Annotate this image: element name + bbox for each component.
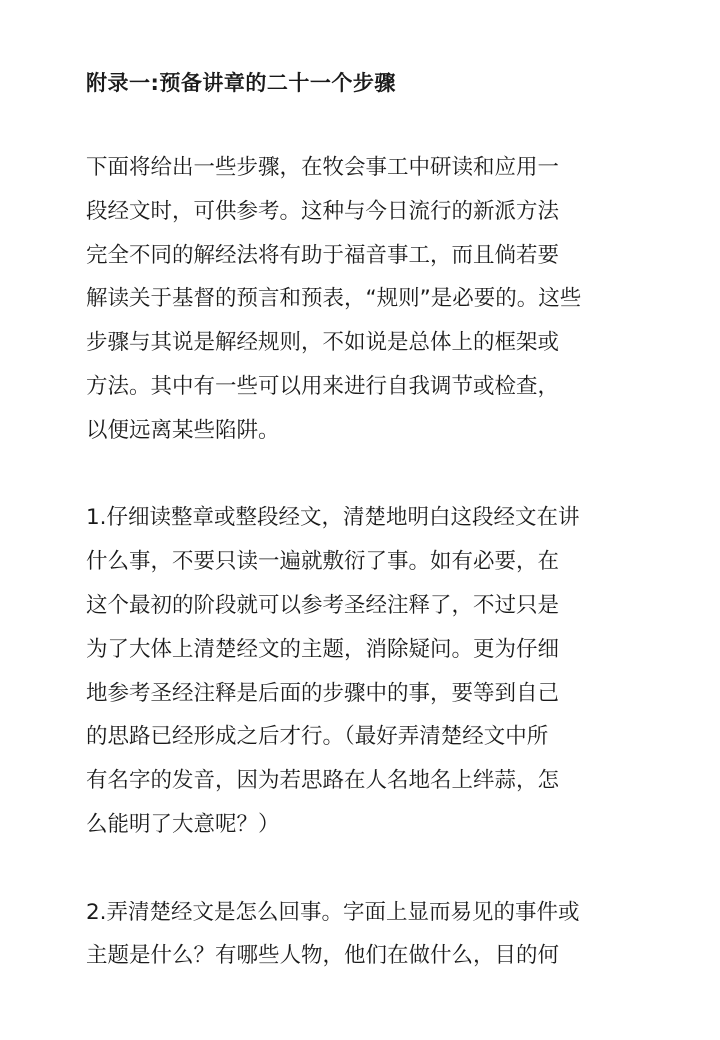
paragraph-line: 2.弄清楚经文是怎么回事。字面上显而易见的事件或 (86, 899, 580, 925)
paragraph-line: 步骤与其说是解经规则，不如说是总体上的框架或 (86, 330, 560, 356)
spacer (86, 102, 646, 146)
paragraph-line: 解读关于基督的预言和预表，“规则”是必要的。这些 (86, 286, 582, 312)
paragraph-line: 段经文时，可供参考。这种与今日流行的新派方法 (86, 198, 560, 224)
document-page (86, 64, 646, 978)
paragraph-line: 有名字的发音，因为若思路在人名地名上绊蒜，怎 (86, 768, 560, 794)
paragraph-line: 以便远离某些陷阱。 (86, 417, 280, 443)
paragraph-line: 么能明了大意呢？） (86, 811, 280, 837)
paragraph-line: 的思路已经形成之后才行。（最好弄清楚经文中所 (86, 724, 549, 750)
step-1-paragraph (86, 496, 646, 846)
paragraph-line: 完全不同的解经法将有助于福音事工，而且倘若要 (86, 242, 560, 268)
step-2-paragraph (86, 891, 646, 979)
paragraph-line: 什么事，不要只读一遍就敷衍了事。如有必要，在 (86, 549, 560, 575)
spacer (86, 847, 646, 891)
paragraph-line: 方法。其中有一些可以用来进行自我调节或检查， (86, 373, 560, 399)
paragraph-line: 主题是什么？有哪些人物，他们在做什么，目的何 (86, 943, 560, 969)
intro-paragraph (86, 146, 646, 453)
paragraph-line: 地参考圣经注释是后面的步骤中的事，要等到自己 (86, 680, 560, 706)
spacer (86, 453, 646, 497)
paragraph-line: 为了大体上清楚经文的主题，消除疑问。更为仔细 (86, 636, 560, 662)
paragraph-line: 1.仔细读整章或整段经文，清楚地明白这段经文在讲 (86, 505, 580, 531)
appendix-heading: 附录一:预备讲章的二十一个步骤 (86, 71, 396, 95)
paragraph-line: 这个最初的阶段就可以参考圣经注释了，不过只是 (86, 592, 560, 618)
paragraph-line: 下面将给出一些步骤，在牧会事工中研读和应用一 (86, 155, 560, 180)
